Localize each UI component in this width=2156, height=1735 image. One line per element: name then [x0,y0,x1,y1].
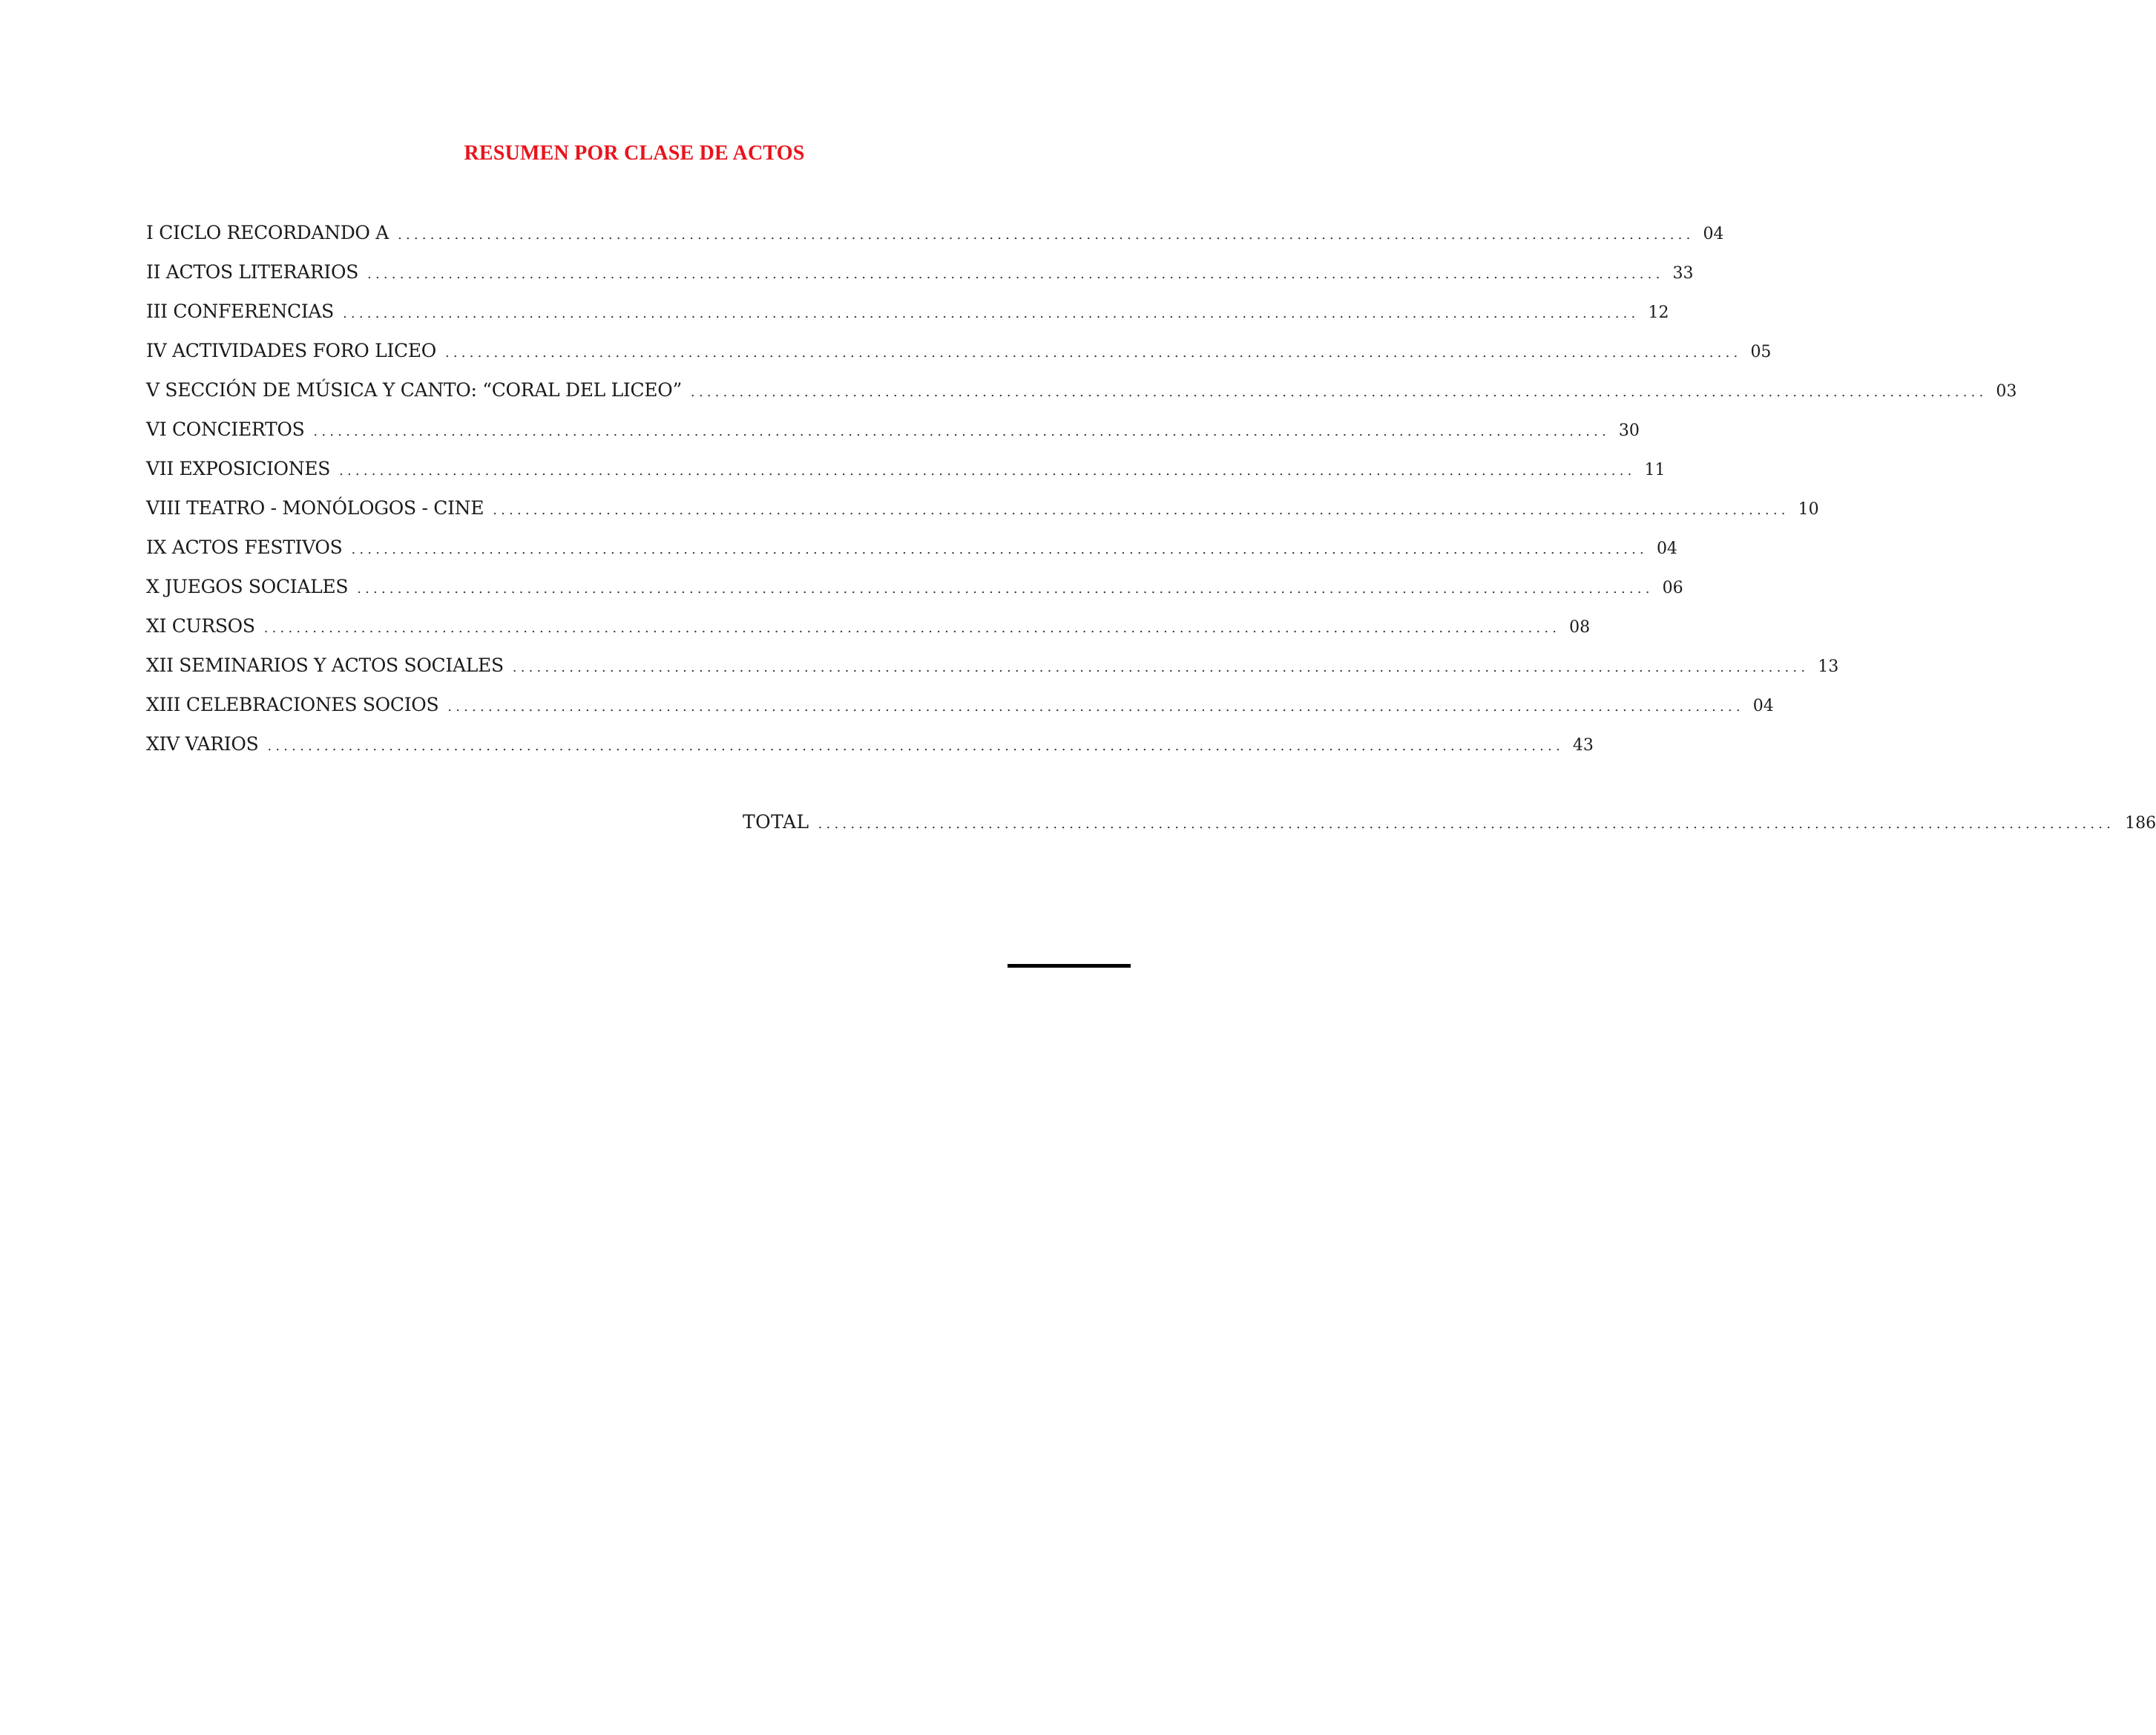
dot-leader: ................................................................................................................................................................ [447,699,1744,715]
dot-leader: ................................................................................................................................................................ [493,502,1789,518]
dot-leader: ................................................................................................................................................................ [351,542,1648,557]
dot-leader: ................................................................................................................................................................ [367,266,1664,282]
dot-leader: ................................................................................................................................................................ [444,345,1742,361]
list-item [146,731,1594,770]
item-label: I CICLO RECORDANDO A [146,222,390,243]
list-item [146,495,1819,534]
item-count: 43 [1572,736,1594,755]
item-label: XII SEMINARIOS Y ACTOS SOCIALES [146,655,504,676]
item-count: 30 [1618,422,1640,440]
total-value: 186 [2125,814,2156,833]
list-item [146,692,1774,731]
item-label: VI CONCIERTOS [146,419,305,440]
item-count: 04 [1703,225,1724,243]
total-label: TOTAL [743,811,809,833]
list-item [146,574,1683,613]
item-label: VIII TEATRO - MONÓLOGOS - CINE [146,497,484,519]
dot-leader: ................................................................................................................................................................ [690,384,1988,400]
item-count: 05 [1750,343,1772,361]
dot-leader: ................................................................................................................................................................ [339,463,1636,479]
item-count: 08 [1569,618,1591,637]
item-label: V SECCIÓN DE MÚSICA Y CANTO: “CORAL DEL LICEO” [146,379,682,401]
list-item [146,220,1724,259]
dot-leader: ................................................................................................................................................................ [313,424,1610,439]
item-label: IX ACTOS FESTIVOS [146,537,343,558]
dot-leader: ................................................................................................................................................................ [398,227,1695,243]
item-label: X JUEGOS SOCIALES [146,576,349,597]
list-item [146,534,1677,574]
dot-leader: ................................................................................................................................................................ [263,620,1561,636]
page-title: RESUMEN POR CLASE DE ACTOS [464,142,805,165]
dot-leader: ................................................................................................................................................................ [818,816,2115,832]
list-item [146,416,1640,456]
item-count: 12 [1648,304,1669,322]
dot-leader: ................................................................................................................................................................ [512,660,1810,675]
list-item [146,652,1839,692]
list-item [146,259,1694,298]
item-count: 13 [1818,657,1839,676]
item-label: II ACTOS LITERARIOS [146,261,359,283]
item-count: 33 [1672,264,1694,283]
item-label: VII EXPOSICIONES [146,458,331,479]
total-row [743,809,2156,838]
item-label: XIV VARIOS [146,733,259,755]
item-count: 11 [1644,461,1666,479]
list-item [146,338,1772,377]
list-item [146,298,1669,338]
dot-leader: ................................................................................................................................................................ [267,738,1564,754]
item-label: XIII CELEBRACIONES SOCIOS [146,694,439,715]
dot-leader: ................................................................................................................................................................ [343,306,1640,321]
list-item [146,456,1666,495]
end-rule-divider [1008,964,1131,968]
item-label: III CONFERENCIAS [146,301,335,322]
item-count: 03 [1996,382,2017,401]
list-item [146,377,2017,416]
item-count: 04 [1656,539,1677,558]
item-count: 04 [1752,697,1774,715]
item-label: IV ACTIVIDADES FORO LICEO [146,340,436,361]
list-item [146,613,1591,652]
item-count: 06 [1662,579,1683,597]
item-label: XI CURSOS [146,615,255,637]
dot-leader: ................................................................................................................................................................ [357,581,1654,597]
item-count: 10 [1798,500,1819,519]
summary-list [146,220,2017,770]
